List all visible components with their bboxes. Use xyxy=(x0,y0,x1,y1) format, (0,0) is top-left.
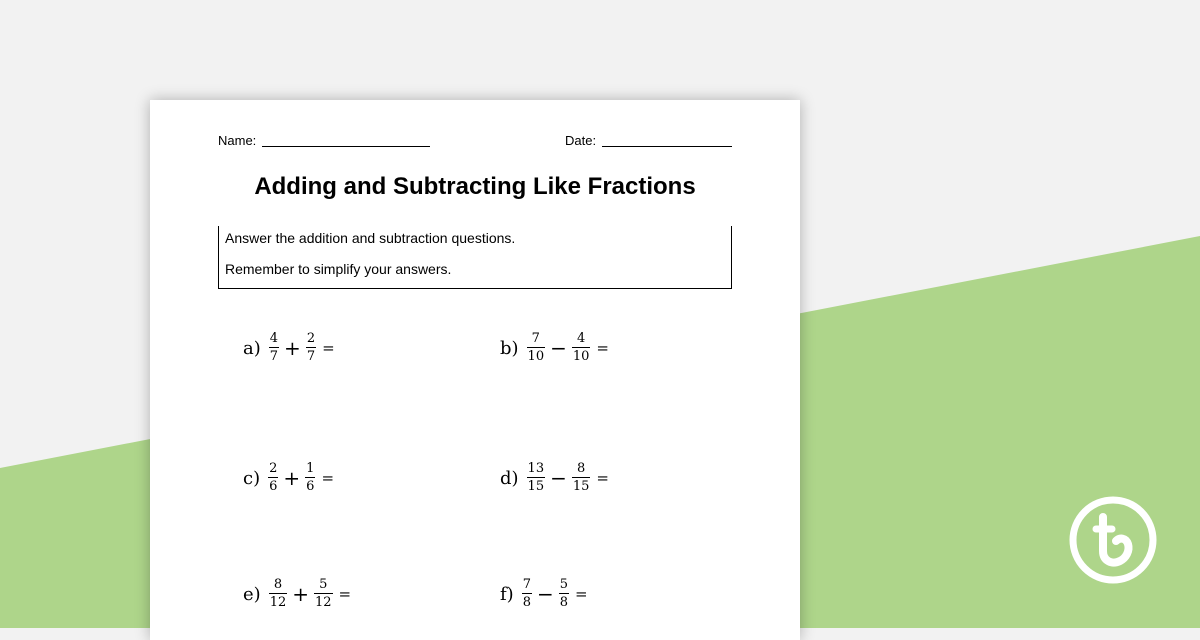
numerator: 2 xyxy=(306,331,316,346)
denominator: 7 xyxy=(269,349,279,364)
numerator: 4 xyxy=(269,331,279,346)
denominator: 6 xyxy=(306,479,315,494)
operator: − xyxy=(550,466,567,490)
numerator: 8 xyxy=(273,577,283,592)
operator: + xyxy=(283,466,301,490)
teach-starter-logo-icon[interactable] xyxy=(1068,495,1158,585)
denominator: 10 xyxy=(572,349,590,364)
problem-label: c) xyxy=(243,467,261,489)
fraction xyxy=(570,462,593,494)
operator: − xyxy=(550,336,567,360)
fraction xyxy=(267,332,281,364)
date-label: Date: xyxy=(565,133,597,148)
fraction xyxy=(570,332,593,364)
name-label: Name: xyxy=(218,133,257,148)
numerator: 5 xyxy=(319,577,328,592)
denominator: 6 xyxy=(269,479,278,494)
denominator: 15 xyxy=(572,479,590,494)
date-line xyxy=(602,146,732,147)
problem-label: f) xyxy=(500,583,514,605)
numerator: 7 xyxy=(522,577,531,592)
denominator: 15 xyxy=(527,479,545,494)
fraction xyxy=(520,578,534,610)
denominator: 12 xyxy=(315,595,332,610)
equals-sign: = xyxy=(322,339,335,357)
fraction xyxy=(312,578,335,610)
denominator: 8 xyxy=(559,595,569,610)
instruction-line: Answer the addition and subtraction questions. xyxy=(225,230,516,246)
problem-label: b) xyxy=(500,337,519,359)
problem-label: e) xyxy=(243,583,261,605)
worksheet-title: Adding and Subtracting Like Fractions xyxy=(254,173,696,200)
problem-label: a) xyxy=(243,337,261,359)
numerator: 8 xyxy=(576,461,586,476)
worksheet-page xyxy=(150,100,800,640)
numerator: 2 xyxy=(269,461,278,476)
numerator: 4 xyxy=(576,331,586,346)
equals-sign: = xyxy=(596,469,609,487)
fraction xyxy=(525,332,548,364)
fraction xyxy=(267,578,290,610)
problem-f xyxy=(500,578,588,610)
problem-c xyxy=(243,462,334,494)
fraction xyxy=(525,462,548,494)
problem-a xyxy=(243,332,335,364)
denominator: 12 xyxy=(269,595,287,610)
fraction xyxy=(303,462,317,494)
numerator: 13 xyxy=(527,461,545,476)
denominator: 7 xyxy=(306,349,316,364)
equals-sign: = xyxy=(596,339,609,357)
denominator: 10 xyxy=(527,349,545,364)
instruction-line: Remember to simplify your answers. xyxy=(225,261,452,277)
equals-sign: = xyxy=(338,585,352,603)
numerator: 7 xyxy=(531,331,540,346)
problem-label: d) xyxy=(500,467,519,489)
name-line xyxy=(262,146,430,147)
problem-b xyxy=(500,332,609,364)
numerator: 5 xyxy=(559,577,569,592)
equals-sign: = xyxy=(321,469,335,487)
problem-d xyxy=(500,462,609,494)
operator: + xyxy=(292,582,309,606)
problem-e xyxy=(243,578,351,610)
instructions-box xyxy=(218,226,732,289)
fraction xyxy=(304,332,318,364)
denominator: 8 xyxy=(522,595,531,610)
operator: + xyxy=(284,336,301,360)
equals-sign: = xyxy=(575,585,588,603)
fraction xyxy=(266,462,280,494)
fraction xyxy=(557,578,571,610)
numerator: 1 xyxy=(306,461,315,476)
operator: − xyxy=(536,582,554,606)
